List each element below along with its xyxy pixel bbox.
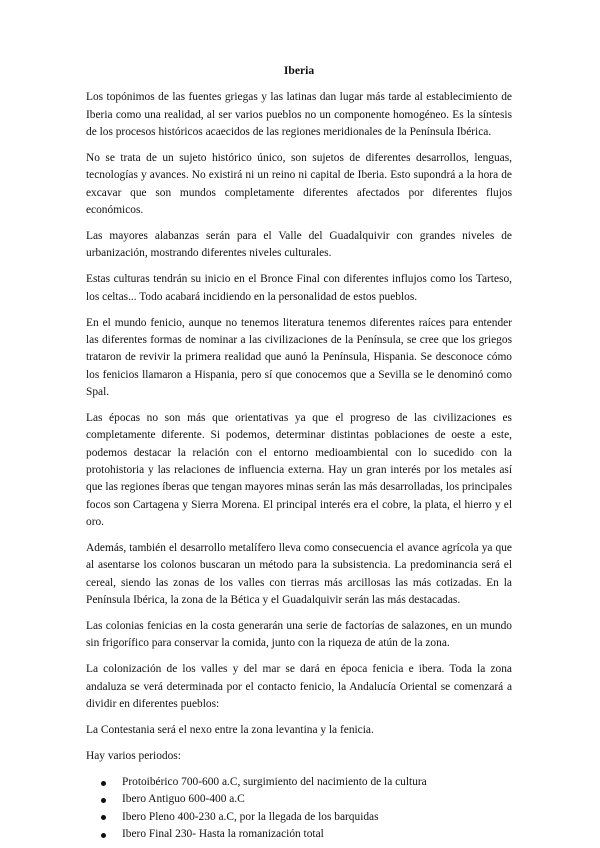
bullet-icon: [101, 833, 106, 838]
paragraph-colonias-fenicias: Las colonias fenicias en la costa generarán una serie de factorías de salazones, en un mundo sin frigorífico para conservar la comida, junto con la riqueza de atún de la zona.: [86, 619, 512, 650]
period-protoiberico: Protoibérico 700-600 a.C, surgimiento del nacimiento de la cultura: [122, 776, 427, 789]
period-ibero-final: Ibero Final 230- Hasta la romanización total: [122, 828, 324, 841]
paragraph-sujeto-historico: No se trata de un sujeto histórico único, son sujetos de diferentes desarrollos, lenguas, tecnologías y avances. No existirá ni un reino ni capital de Iberia. Esto supondrá a la hora de excavar que son mundos completamente diferentes afectados por diferentes flujos económicos.: [86, 151, 512, 216]
document-title: Iberia: [283, 64, 315, 77]
paragraph-toponimos: Los topónimos de las fuentes griegas y las latinas dan lugar más tarde al establecimiento de Iberia como una realidad, al ser varios pueblos no un componente homogéneo. Es la síntesis de los procesos históricos acaecidos de las regiones meridionales de la Península Ibérica.: [86, 91, 512, 138]
paragraph-bronce-final: Estas culturas tendrán su inicio en el Bronce Final con diferentes influjos como los Tarteso, los celtas... Todo acabará incidiendo en la personalidad de estos pueblos.: [86, 273, 512, 303]
paragraph-desarrollo-metalifero: Además, también el desarrollo metalífero lleva como consecuencia el avance agrícola ya que al asentarse los colonos buscaran un método para la subsistencia. La predominancia será el cereal, siendo las zonas de los valles con tierras más arcillosas las más cotizadas. En la Península Ibérica, la zona de la Bética y el Guadalquivir serán las más destacadas.: [86, 541, 512, 606]
paragraph-mundo-fenicio: En el mundo fenicio, aunque no tenemos literatura tenemos diferentes raíces para entender las diferentes formas de nominar a las civilizaciones de la Península, se cree que los griegos trataron de revivir la primera realidad que aunó la Península, Hispania. Se desconoce cómo los fenicios llamaron a Hispania, pero sí que conocemos que a Sevilla se le denominó como Spal.: [86, 316, 512, 398]
bullet-icon: [101, 781, 106, 786]
paragraph-contestania: La Contestania será el nexo entre la zona levantina y la fenicia.: [86, 723, 374, 736]
paragraph-periodos-intro: Hay varios periodos:: [86, 750, 181, 763]
period-ibero-pleno: Ibero Pleno 400-230 a.C, por la llegada de los barquidas: [122, 810, 379, 823]
periods-list: [86, 774, 512, 843]
list-item: [122, 809, 512, 826]
paragraph-colonizacion: La colonización de los valles y del mar se dará en época fenicia e ibera. Toda la zona andaluza se verá determinada por el contacto fenicio, la Andalucía Oriental se comenzará a dividir en diferentes pueblos:: [86, 663, 512, 710]
period-ibero-antiguo: Ibero Antiguo 600-400 a.C: [122, 793, 245, 806]
paragraph-alabanzas: Las mayores alabanzas serán para el Valle del Guadalquivir con grandes niveles de urbanización, mostrando diferentes niveles culturales.: [86, 229, 512, 260]
list-item: [122, 826, 512, 843]
bullet-icon: [101, 815, 106, 820]
bullet-icon: [101, 798, 106, 803]
list-item: [122, 791, 512, 808]
list-item: [122, 774, 512, 791]
paragraph-epocas: Las épocas no son más que orientativas ya que el progreso de las civilizaciones es completamente diferente. Si podemos, determinar distintas poblaciones de oeste a este, podemos destacar la relación con el entorno medioambiental con lo sucedido con la protohistoria y las relaciones de influencia externa. Hay un gran interés por los metales así que las regiones íberas que tengan mayores minas serán las más desarrolladas, los principales focos son Cartagena y Sierra Morena. El principal interés era el cobre, la plata, el hierro y el oro.: [86, 412, 512, 528]
